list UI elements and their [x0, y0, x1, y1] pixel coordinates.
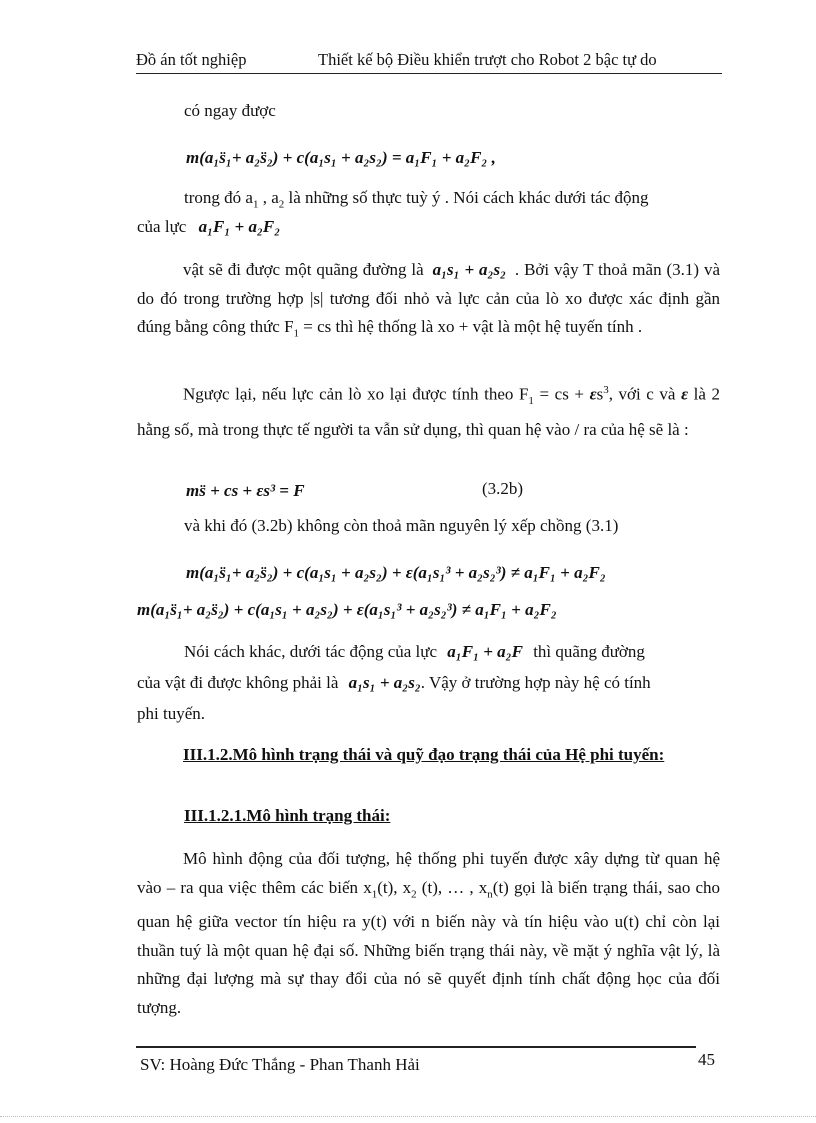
p1-text2: , a	[258, 188, 279, 207]
p6-b: (t), x	[377, 877, 412, 897]
equation-force: a₁F₁ + a₂F₂	[198, 217, 281, 236]
p6-d: (t) gọi là biến trạng thái, sao cho quan hệ giữa vector tín hiệu ra y(t) với n biến này và tín hiệu vào u(t) chỉ còn lại thuần tuý là một quan hệ đại số. Những biến trạng thái này, về mặt ý nghĩa vật lý, là những đại lượng mà sự thay đổi của nó sẽ quyết định tính chất động học của đối tượng.	[137, 877, 721, 1017]
p3-eps-2: ε	[681, 384, 689, 404]
p2-b: . Bởi vậy T thoả mãn (3.1) và do đó trong trường hợp |s| tương đối nhỏ và lực cản của lò xo được xác định gần đúng bằng công thức F	[137, 260, 720, 336]
p3-c: s	[596, 384, 604, 404]
equation-3: m(a₁s̈₁+ a₂s̈₂) + c(a₁s₁ + a₂s₂) + ε(a₁s₁³ + a₂s₂³) ≠ a₁F₁ + a₂F₂	[186, 563, 606, 582]
p6-subn: n	[487, 887, 493, 900]
p1-sub1: 1	[252, 198, 259, 211]
equation-2: ms̈ + cs + εs³ = F	[186, 481, 305, 500]
header-rule	[136, 73, 722, 74]
para-1-line-2	[137, 217, 280, 237]
para-5-line-1	[184, 642, 645, 662]
subsection-heading: III.1.2.1.Mô hình trạng thái:	[184, 806, 391, 825]
page-edge-dots	[0, 1116, 816, 1117]
p5-b: thì quãng đường	[533, 642, 645, 661]
p6-a: Mô hình động của đối tượng, hệ thống phi tuyến được xây dựng từ quan hệ vào – ra qua việc thêm các biến x	[137, 849, 720, 897]
equation-force-2: a₁F₁ + a₂F	[447, 642, 523, 661]
equation-2-label: (3.2b)	[482, 479, 524, 498]
p3-d: , với c và	[608, 384, 682, 404]
para-3	[137, 376, 720, 444]
header-left: Đồ án tốt nghiệp	[136, 50, 247, 69]
p3-b: = cs +	[533, 384, 590, 404]
p6-sub1: 1	[371, 887, 378, 900]
p5-a: Nói cách khác, dưới tác động của lực	[184, 642, 438, 661]
p6-c: (t), … , x	[416, 877, 488, 897]
p1-text3: là những số thực tuỳ ý . Nói cách khác dưới tác động	[284, 188, 649, 207]
footer-rule	[136, 1046, 696, 1048]
p1-line2: của lực	[137, 217, 187, 236]
footer-authors: SV: Hoàng Đức Thắng - Phan Thanh Hải	[140, 1055, 420, 1074]
p6-sub2: 2	[411, 887, 417, 900]
equation-1: m(a₁s̈₁+ a₂s̈₂) + c(a₁s₁ + a₂s₂) = a₁F₁ + a₂F₂ ,	[186, 148, 496, 167]
para-5-line-2	[137, 673, 651, 693]
p1-sub2: 2	[278, 198, 285, 211]
p3-eps: ε	[589, 384, 597, 404]
para-1-line-1	[184, 188, 649, 210]
p2-sub1: 1	[293, 327, 300, 340]
header-right: Thiết kế bộ Điều khiển trượt cho Robot 2 bậc tự do	[318, 50, 657, 69]
p2-a: vật sẽ đi được một quãng đường là	[183, 260, 424, 279]
p2-c: = cs thì hệ thống là xo + vật là một hệ tuyến tính .	[299, 317, 643, 336]
p3-sup3: 3	[603, 384, 609, 396]
p3-sub1: 1	[528, 395, 534, 408]
p3-a: Ngược lại, nếu lực cản lò xo lại được tính theo F	[183, 384, 529, 404]
para-6	[137, 845, 720, 1022]
para-5-line-3: phi tuyến.	[137, 704, 205, 723]
para-2	[137, 256, 720, 348]
equation-path-2: a₁s₁ + a₂s₂	[348, 673, 421, 692]
page-number: 45	[698, 1050, 715, 1069]
para-4: và khi đó (3.2b) không còn thoả mãn nguyên lý xếp chồng (3.1)	[184, 516, 619, 535]
p5-c: của vật đi được không phải là	[137, 673, 339, 692]
section-heading: III.1.2.Mô hình trạng thái và quỹ đạo trạng thái của Hệ phi tuyến:	[183, 745, 665, 764]
equation-4: m(a₁s̈₁+ a₂s̈₂) + c(a₁s₁ + a₂s₂) + ε(a₁s₁³ + a₂s₂³) ≠ a₁F₁ + a₂F₂	[137, 600, 557, 619]
p5-d: . Vậy ở trường hợp này hệ có tính	[420, 673, 651, 692]
p3-e: là 2 hằng số, mà trong thực tế người ta vẫn sử dụng, thì quan hệ vào / ra của hệ sẽ là :	[137, 384, 720, 439]
p1-text: trong đó a	[184, 188, 253, 207]
intro-text: có ngay được	[184, 101, 276, 120]
equation-path: a₁s₁ + a₂s₂	[432, 260, 507, 279]
